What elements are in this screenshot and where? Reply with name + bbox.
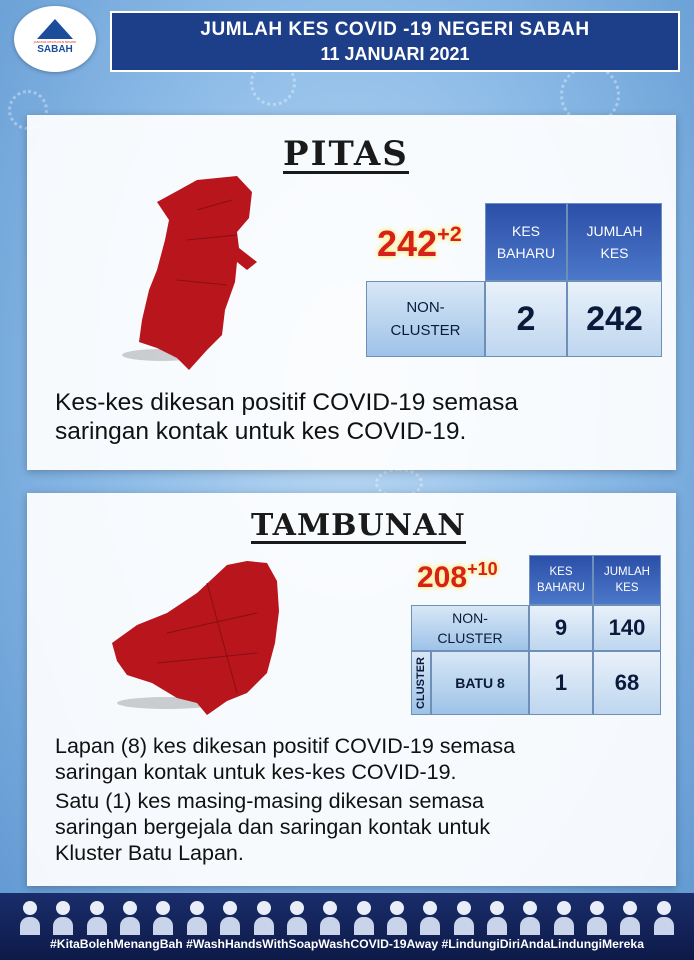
tambunan-description-1 (55, 734, 515, 786)
person-icon (520, 901, 540, 935)
header-line: KES (600, 245, 629, 261)
description-line: saringan bergejala dan saringan kontak untuk (55, 814, 491, 839)
person-icon (587, 901, 607, 935)
pitas-row-label (366, 281, 485, 357)
person-icon (287, 901, 307, 935)
tambunan-row-label-non-cluster (411, 605, 529, 651)
row-label-line: NON- (452, 610, 488, 626)
tambunan-header-total-cases (593, 555, 661, 605)
tambunan-non-cluster-new: 9 (529, 605, 593, 651)
logo-subtext: JABATAN KESIHATAN NEGERI (33, 40, 77, 44)
logo-name: SABAH (37, 44, 73, 55)
person-icon (220, 901, 240, 935)
person-icon (254, 901, 274, 935)
header-line: KES (615, 582, 639, 594)
frontliners-illustration (20, 897, 674, 935)
header-line: BAHARU (496, 245, 556, 261)
district-title-pitas: PITAS (283, 134, 409, 174)
pitas-total-cases (377, 223, 462, 265)
person-icon (354, 901, 374, 935)
tambunan-row-label-batu8: BATU 8 (431, 651, 529, 715)
person-icon (120, 901, 140, 935)
tambunan-map-icon (107, 553, 297, 723)
pitas-description (55, 388, 518, 447)
description-line: saringan kontak untuk kes COVID-19. (55, 418, 467, 446)
tambunan-total-cases (417, 561, 498, 595)
person-icon (87, 901, 107, 935)
tambunan-cluster-group-label (411, 651, 431, 715)
row-label-line: CLUSTER (437, 630, 503, 646)
description-line: saringan kontak untuk kes-kes COVID-19. (55, 759, 457, 784)
person-icon (387, 901, 407, 935)
cluster-label-text: CLUSTER (415, 657, 427, 709)
row-label-line: NON- (406, 299, 445, 316)
mountain-icon (37, 19, 73, 39)
person-icon (454, 901, 474, 935)
tambunan-non-cluster-total: 140 (593, 605, 661, 651)
page-title: JUMLAH KES COVID -19 NEGERI SABAH (200, 18, 590, 40)
person-icon (153, 901, 173, 935)
pitas-total-increase: +2 (437, 221, 462, 246)
tambunan-description-2 (55, 789, 490, 866)
person-icon (554, 901, 574, 935)
header-line: KES (549, 566, 573, 578)
footer-banner (0, 893, 694, 960)
pitas-new-cases-value: 2 (485, 281, 567, 357)
person-icon (620, 901, 640, 935)
tambunan-batu8-total: 68 (593, 651, 661, 715)
description-line: Satu (1) kes masing-masing dikesan semasa (55, 789, 484, 813)
pitas-total-cases-value: 242 (567, 281, 662, 357)
person-icon (654, 901, 674, 935)
description-line: Kluster Batu Lapan. (55, 840, 244, 865)
campaign-hashtags: #KitaBolehMenangBah #WashHandsWithSoapWashCOVID-19Away #LindungiDiriAndaLindungiMereka (50, 937, 644, 951)
header-line: BAHARU (537, 582, 585, 594)
pitas-header-total-cases (567, 203, 662, 281)
pitas-panel (27, 115, 676, 470)
header-line: JUMLAH (603, 566, 650, 578)
header-line: JUMLAH (586, 223, 643, 239)
tambunan-total-increase: +10 (467, 559, 498, 579)
pitas-header-new-cases (485, 203, 567, 281)
person-icon (420, 901, 440, 935)
header-line: KES (511, 223, 540, 239)
tambunan-header-new-cases (529, 555, 593, 605)
person-icon (320, 901, 340, 935)
tambunan-panel (27, 493, 676, 886)
person-icon (187, 901, 207, 935)
description-line: Lapan (8) kes dikesan positif COVID-19 semasa (55, 734, 516, 758)
page-header (110, 11, 680, 72)
description-line: Kes-kes dikesan positif COVID-19 semasa (55, 389, 518, 416)
row-label-line: CLUSTER (390, 322, 461, 339)
tambunan-batu8-new: 1 (529, 651, 593, 715)
person-icon (487, 901, 507, 935)
pitas-map-icon (117, 170, 277, 380)
person-icon (20, 901, 40, 935)
district-title-tambunan: TAMBUNAN (251, 508, 466, 543)
report-date: 11 JANUARI 2021 (320, 43, 470, 64)
tambunan-total-value: 208 (417, 561, 468, 594)
pitas-total-value: 242 (377, 223, 438, 264)
person-icon (53, 901, 73, 935)
sabah-health-logo (14, 6, 96, 72)
